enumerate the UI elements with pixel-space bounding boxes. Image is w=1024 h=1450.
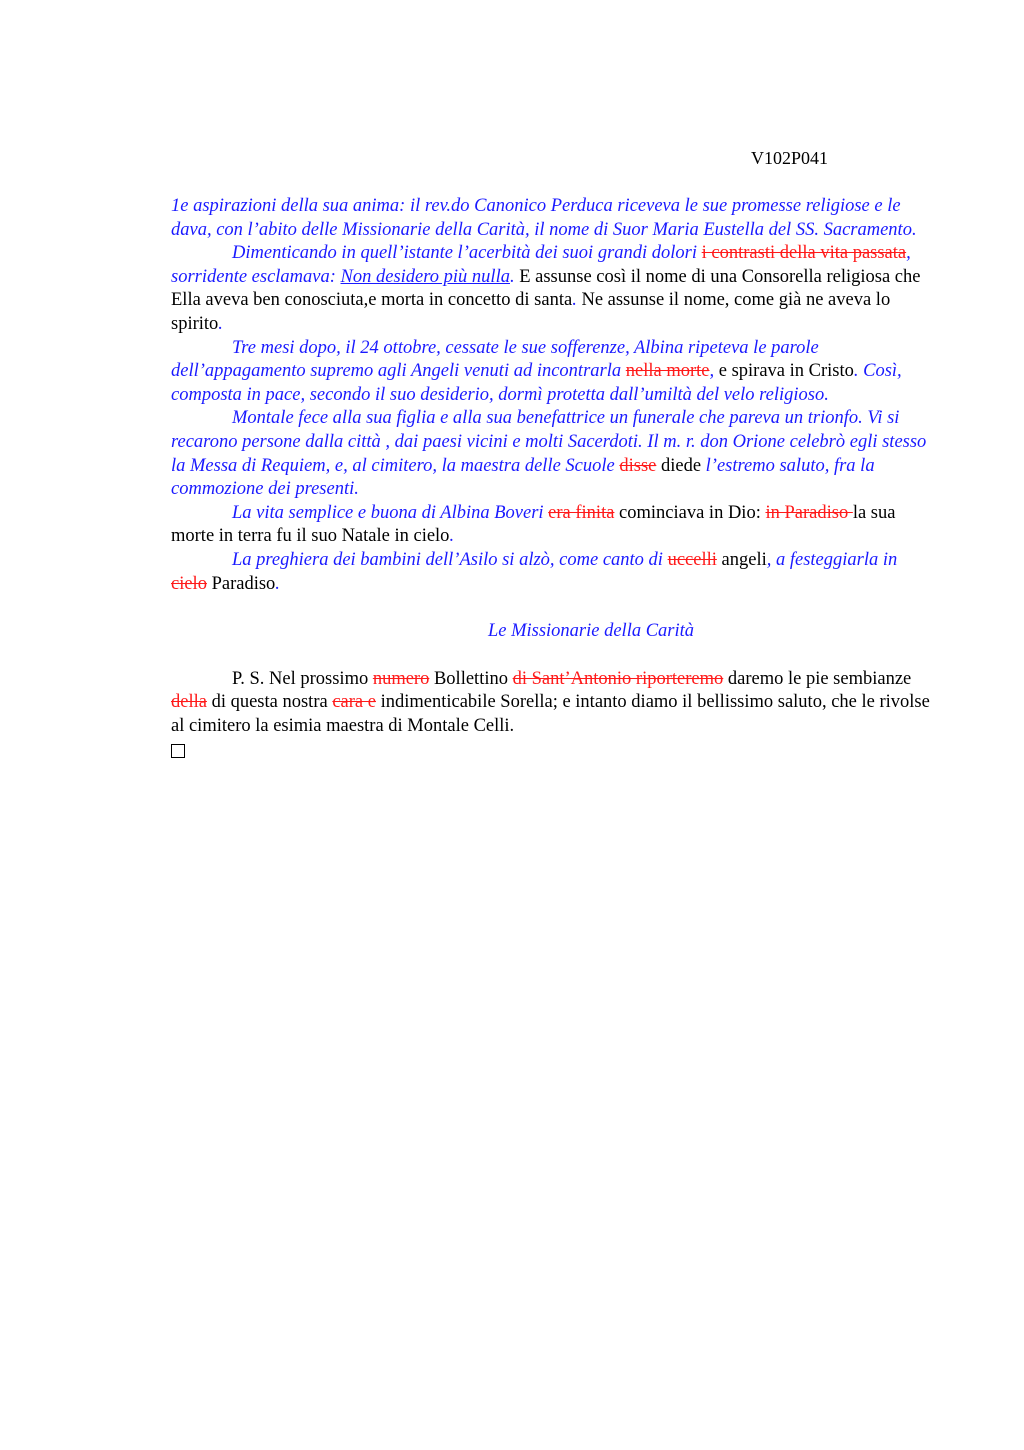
inserted-text: Tre mesi dopo, il 24 ottobre, cessate le sue sofferenze, Albina ripeteva le parole dell’appagamento supremo agli Angeli venuti ad incontrarla <box>171 337 819 382</box>
deleted-text: disse <box>619 455 657 476</box>
inserted-text: , a festeggiarla in <box>766 549 898 570</box>
deleted-text: numero <box>372 668 430 689</box>
plain-text: e spirava in Cristo <box>714 361 854 382</box>
deleted-text: in Paradiso <box>765 502 853 523</box>
inserted-text: , sorridente esclamava: <box>171 243 911 287</box>
plain-text: Paradiso <box>206 573 276 594</box>
plain-text: angeli <box>716 549 767 570</box>
plain-text: indimenticabile Sorella; e intanto diamo il bellissimo saluto, che le rivolse al cimitero la esimia maestra di Montale Celli. <box>171 692 930 736</box>
deleted-text: era finita <box>548 502 615 523</box>
plain-text: diede <box>656 455 706 476</box>
document-body <box>171 195 931 766</box>
underlined-quote: Non desidero più nulla <box>340 266 510 287</box>
postscript <box>171 668 931 739</box>
plain-text: la sua morte in terra fu il suo Natale in cielo <box>171 502 896 547</box>
inserted-text: l’estremo saluto, fra la commozione dei presenti. <box>171 455 875 500</box>
plain-text: daremo le pie sembianze <box>723 668 912 689</box>
plain-text: cominciava in Dio: <box>614 502 766 523</box>
paragraph-5 <box>171 502 931 549</box>
inserted-text: Dimenticando in quell’istante l’acerbità dei suoi grandi dolori <box>232 243 702 264</box>
paragraph-6 <box>171 549 931 596</box>
plain-text: P. S. Nel prossimo <box>232 668 373 689</box>
deleted-text: cara e <box>332 692 376 713</box>
inserted-text: La preghiera dei bambini dell’Asilo si alzò, come canto di <box>232 549 668 570</box>
deleted-text: uccelli <box>667 549 717 570</box>
inserted-text: . <box>509 266 515 287</box>
inserted-text: . <box>275 573 280 594</box>
paragraph-3 <box>171 337 931 408</box>
page-id: V102P041 <box>751 148 829 168</box>
paragraph-4 <box>171 407 931 501</box>
inserted-text: . <box>572 290 582 311</box>
plain-text: Ne assunse il nome, come già ne aveva lo spirito <box>171 290 891 334</box>
deleted-text: i contrasti della vita passata <box>701 243 907 264</box>
plain-text: Bollettino <box>429 668 513 689</box>
inserted-text: . Così, composta in pace, secondo il suo desiderio, dormì protetta dall’umiltà del velo religioso. <box>171 361 902 405</box>
inserted-text: La vita semplice e buona di Albina Boveri <box>232 502 549 523</box>
deleted-text: cielo <box>171 573 207 594</box>
deleted-text: di Sant’Antonio riporteremo <box>512 668 724 689</box>
inserted-text: . <box>449 526 455 547</box>
paragraph-1 <box>171 195 931 242</box>
plain-text: di questa nostra <box>206 692 333 713</box>
plain-text: E assunse così il nome di una Consorella religiosa che Ella aveva ben conosciuta,e morta in concetto di santa <box>171 266 921 311</box>
checkbox-square-icon <box>171 744 185 758</box>
inserted-text: Montale fece alla sua figlia e alla sua benefattrice un funerale che pareva un trionfo. Vi si recarono persone dalla città , dai paesi vicini e molti Sacerdoti. Il m. r. don Orione celebrò egli stesso la Messa di Requiem, e, al cimitero, la maestra delle Scuole <box>171 408 927 476</box>
inserted-text: . <box>218 313 223 334</box>
inserted-text: 1e aspirazioni della sua anima: il rev.do Canonico Perduca riceveva le sue promesse religiose e le dava, con l’abito delle Missionarie della Carità, il nome di Suor Maria Eustella del SS. Sacramento. <box>171 196 917 240</box>
deleted-text: della <box>171 692 207 713</box>
deleted-text: nella morte <box>625 361 710 382</box>
paragraph-2 <box>171 242 931 336</box>
signature: Le Missionarie della Carità <box>487 621 695 642</box>
inserted-text: , <box>709 361 715 382</box>
